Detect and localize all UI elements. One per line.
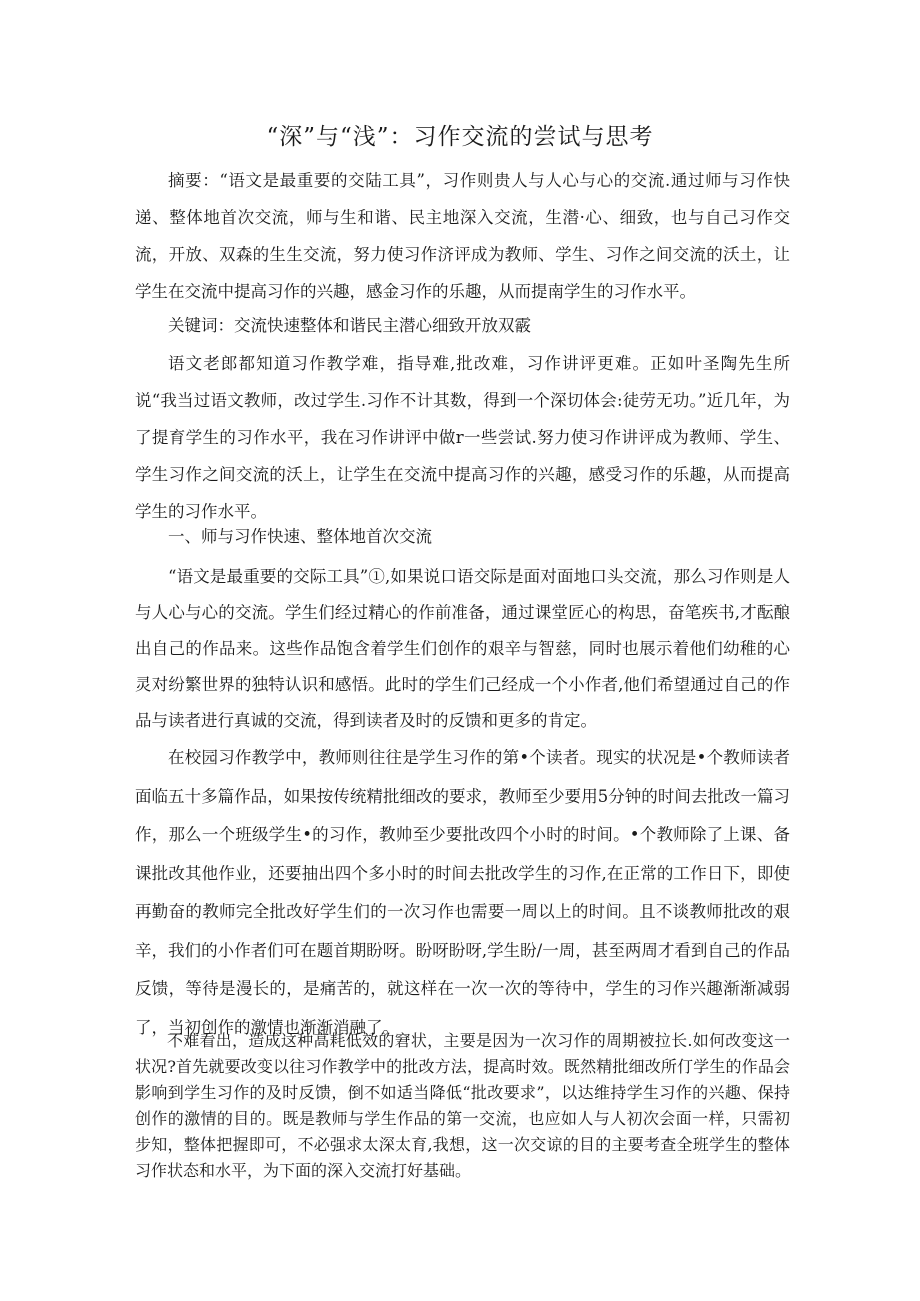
- keywords-line: 关键词：交流快速整体和谐民主潜心细致开放双霰: [168, 316, 531, 335]
- body-paragraph: 在校园习作教学中，教师则往往是学生习作的第•个读者。现实的状况是•个教师读者面临五十多篇作品，如果按传统精批细改的要求，教师至少要用5分钟的时间去批改一篇习作，那么一个班级学生•的习作，教帅至少要批改四个小时的时间。•个教师除了上课、备课批改其他作业，还要抽出四个多小时的时间去批改学生的习作,在正常的工作日下，即使再勤奋的教师完全批改好学生们的一次习作也需要一周以上的时间。且不谈教师批改的艰辛，我们的小作者们可在题首期盼呀。盼呀盼呀,学生盼/一周，甚至两周才看到自己的作品反馈，等待是漫长的，是痛苦的，就这样在一次一次的等待中，学生的习作兴趣渐渐减弱了，当初创作的激情也渐渐消融了。: [135, 748, 790, 1037]
- body-paragraph: 语文老郎都知道习作教学难，指导难,批改难，习作讲评更难。正如叶圣陶先生所说“我当过语文教师，改过学生.习作不计其数，得到一个深切体会:徒劳无功。”近几年，为了提育学生的习作水平，我在习作讲评中做r一些尝试.努力使习作讲评成为教师、学生、学生习作之间交流的沃上，让学生在交流中提高习作的兴趣，感受习作的乐趣，从而提高学生的习作水平。: [135, 354, 790, 521]
- abstract-paragraph: 摘要：“语文是最重要的交陆工具”，习作则贵人与人心与心的交流.通过师与习作快递、整体地首次交流，师与生和谐、民主地深入交流，生潜·心、细致，也与自己习作交流，开放、双森的生生交流，努力使习作济评成为教师、学生、习作之间交流的沃土，让学生在交流中提高习作的兴趣，感金习作的乐趣，从而提南学生的习作水平。: [135, 171, 790, 301]
- section-heading: 一、师与习作快速、整体地首次交流: [168, 527, 432, 546]
- body-paragraph: “语文是最重要的交际工具”①,如果说口语交际是面对面地口头交流，那么习作则是人与人心与心的交流。学生们经过精心的作前准备，通过课堂匠心的构思，奋笔疾书,才酝酿出自己的作品来。这些作品饱含着学生们创作的艰辛与智慈，同时也展示着他们幼稚的心灵对纷繁世界的独特认识和感悟。此时的学生们己经成一个小作者,他们希望通过自己的作品与读者进行真诚的交流，得到读者及时的反馈和更多的肯定。: [135, 567, 790, 730]
- body-paragraph: 不难看出，造成这种高耗低效的窘状，主要是因为一次习作的周期被拉长.如何改变这一状况?首先就要改变以往习作教学中的批改方法，提高时效。既然精批细改所仃学生的作品会影响到学生习作的及时反馈，倒不如适当降低“批改要求”，以达维持学生习作的兴趣、保持创作的激情的目的。既是教师与学生作品的第一交流，也应如人与人初次会面一样，只需初步知，整体把握即可，不必强求太深太育,我想，这一次交谅的目的主要考查全班学生的整体习作状态和水平，为下面的深入交流打好基础。: [135, 1031, 790, 1180]
- page-title: “深”与“浅”：习作交流的尝试与思考: [266, 124, 654, 150]
